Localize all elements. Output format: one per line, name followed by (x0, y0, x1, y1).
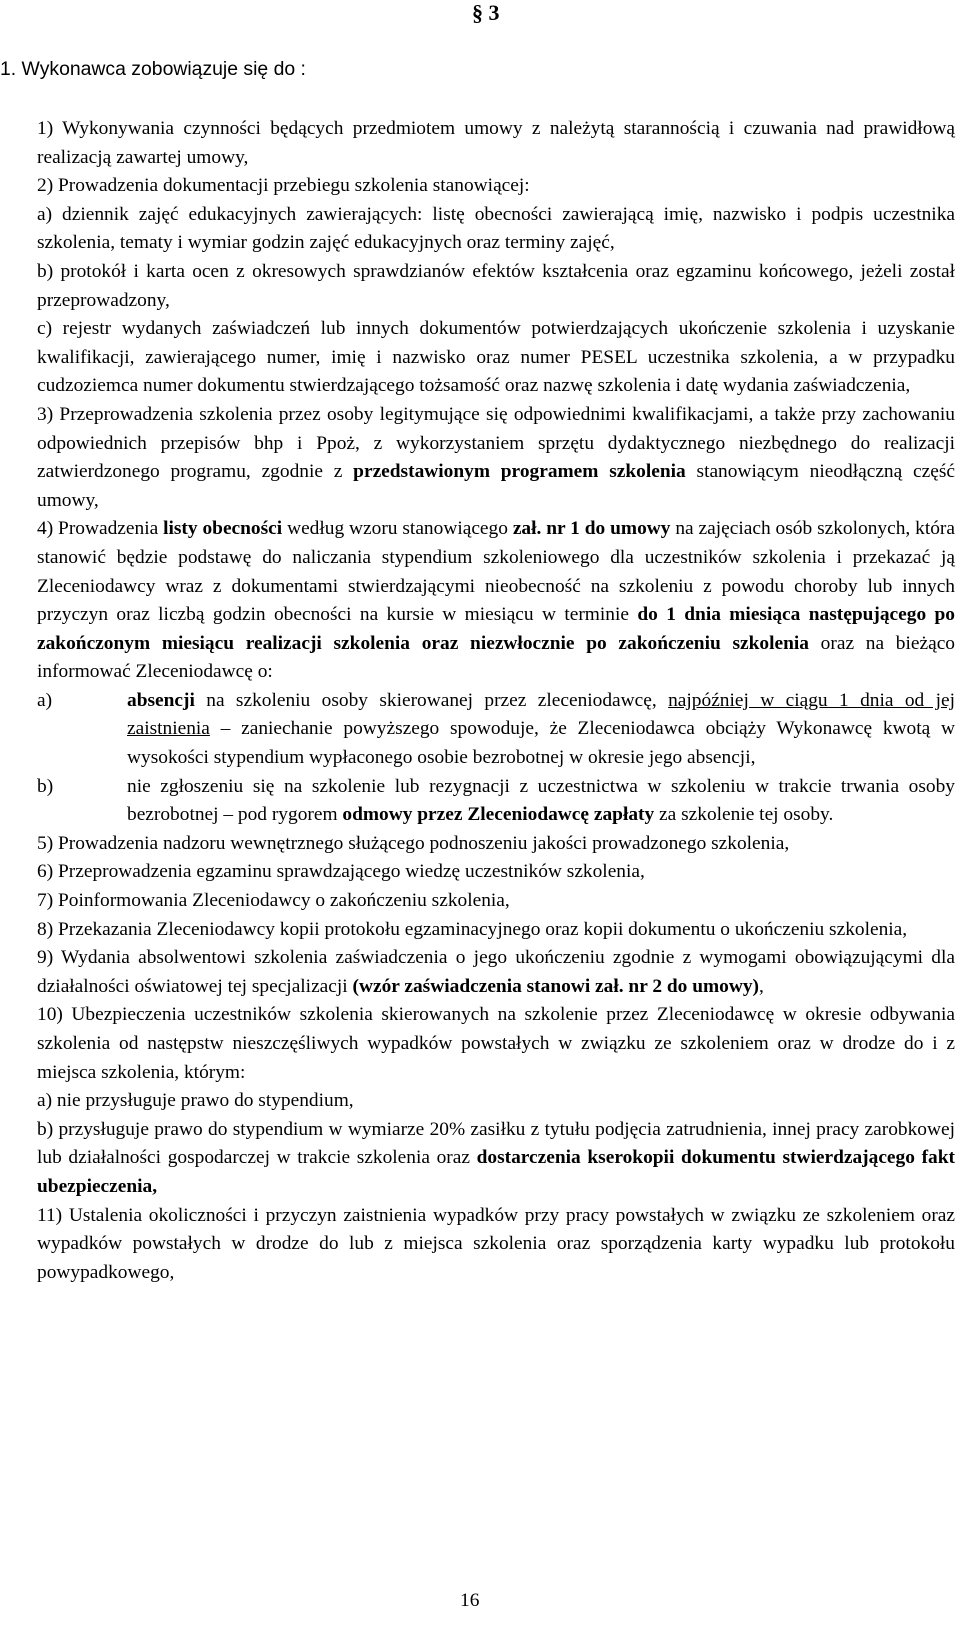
page-number: 16 (460, 1590, 480, 1611)
item-8: 8) Przekazania Zleceniodawcy kopii protokołu egzaminacyjnego oraz kopii dokumentu o ukończeniu szkolenia, (37, 918, 908, 940)
item-2: 2) Prowadzenia dokumentacji przebiegu szkolenia stanowiącej: (37, 175, 530, 197)
item-7: 7) Poinformowania Zleceniodawcy o zakończeniu szkolenia, (37, 890, 510, 912)
item-1: 1) Wykonywania czynności będących przedmiotem umowy z należytą starannością i czuwania nad prawidłową realizacją zawartej umowy, (37, 118, 955, 168)
item-10a: a) nie przysługuje prawo do stypendium, (37, 1090, 354, 1112)
item-6: 6) Przeprowadzenia egzaminu sprawdzającego wiedzę uczestników szkolenia, (37, 861, 645, 883)
item-9: 9) Wydania absolwentowi szkolenia zaświadczenia o jego ukończeniu zgodnie z wymogami obowiązującymi dla działalności oświatowej tej specjalizacji (wzór zaświadczenia stanowi zał. nr 2 do umowy), (37, 947, 955, 997)
item-4: 4) Prowadzenia listy obecności według wzoru stanowiącego zał. nr 1 do umowy na zajęciach osób szkolonych, która stanowić będzie podstawę do naliczania stypendium szkoleniowego dla uczestników szkolenia i przekazać ją Zleceniodawcy wraz z dokumentami stwierdzającymi nieobecność na szkoleniu z powodu choroby lub innych przyczyn oraz liczbą godzin obecności na kursie w miesiącu w terminie do 1 dnia miesiąca następującego po zakończonym miesiącu realizacji szkolenia oraz niezwłocznie po zakończeniu szkolenia oraz na bieżąco informować Zleceniodawcę o: (37, 518, 955, 683)
item-2c: c) rejestr wydanych zaświadczeń lub innych dokumentów potwierdzających ukończenie szkolenia i uzyskanie kwalifikacji, zawierającego numer, imię i nazwisko oraz numer PESEL uczestnika szkolenia, a w przypadku cudzoziemca numer dokumentu stwierdzającego tożsamość oraz nazwę szkolenia i datę wydania zaświadczenia, (37, 318, 955, 397)
item-2b: b) protokół i karta ocen z okresowych sprawdzianów efektów kształcenia oraz egzaminu końcowego, jeżeli został przeprowadzony, (37, 260, 955, 311)
item-4a: a) absencji na szkoleniu osoby skierowanej przez zleceniodawcę, najpóźniej w ciągu 1 dnia od jej zaistnienia – zaniechanie powyższego spowoduje, że Zleceniodawca obciąży Wykonawcę kwotą w wysokości stypendium wypłaconego osobie bezrobotnej w okresie jego absencji, (37, 689, 955, 769)
section-heading: § 3 (472, 0, 500, 25)
item-5: 5) Prowadzenia nadzoru wewnętrznego służącego podnoszeniu jakości prowadzonego szkolenia, (37, 832, 790, 854)
item-3: 3) Przeprowadzenia szkolenia przez osoby legitymujące się odpowiednimi kwalifikacjami, a także przy zachowaniu odpowiednich przepisów bhp i Ppoż, z wykorzystaniem sprzętu dydaktycznego niezbędnego do realizacji zatwierdzonego programu, zgodnie z przedstawionym programem szkolenia stanowiącym nieodłączną część umowy, (37, 403, 955, 511)
item-4b: b) nie zgłoszeniu się na szkolenie lub rezygnacji z uczestnictwa w szkoleniu w trakcie trwania osoby bezrobotnej – pod rygorem odmowy przez Zleceniodawcę zapłaty za szkolenie tej osoby. (37, 775, 955, 826)
item-2a: a) dziennik zajęć edukacyjnych zawierających: listę obecności zawierającą imię, nazwisko i podpis uczestnika szkolenia, tematy i wymiar godzin zajęć edukacyjnych oraz terminy zajęć, (37, 203, 955, 254)
item-10: 10) Ubezpieczenia uczestników szkolenia skierowanych na szkolenie przez Zleceniodawcę w okresie odbywania szkolenia od następstw nieszczęśliwych wypadków powstałych w związku ze szkoleniem oraz w drodze do i z miejsca szkolenia, którym: (37, 1004, 955, 1083)
item-10b: b) przysługuje prawo do stypendium w wymiarze 20% zasiłku z tytułu podjęcia zatrudnienia, innej pracy zarobkowej lub działalności gospodarczej w trakcie szkolenia oraz dostarczenia kserokopii dokumentu stwierdzającego fakt ubezpieczenia, (37, 1118, 955, 1197)
document-body (37, 115, 955, 1287)
item-11: 11) Ustalenia okoliczności i przyczyn zaistnienia wypadków przy pracy powstałych w związku ze szkoleniem oraz wypadków powstałych w drodze do lub z miejsca szkolenia oraz sporządzenia karty wypadku lub protokołu powypadkowego, (37, 1204, 955, 1283)
intro-line: 1. Wykonawca zobowiązuje się do : (0, 58, 306, 80)
